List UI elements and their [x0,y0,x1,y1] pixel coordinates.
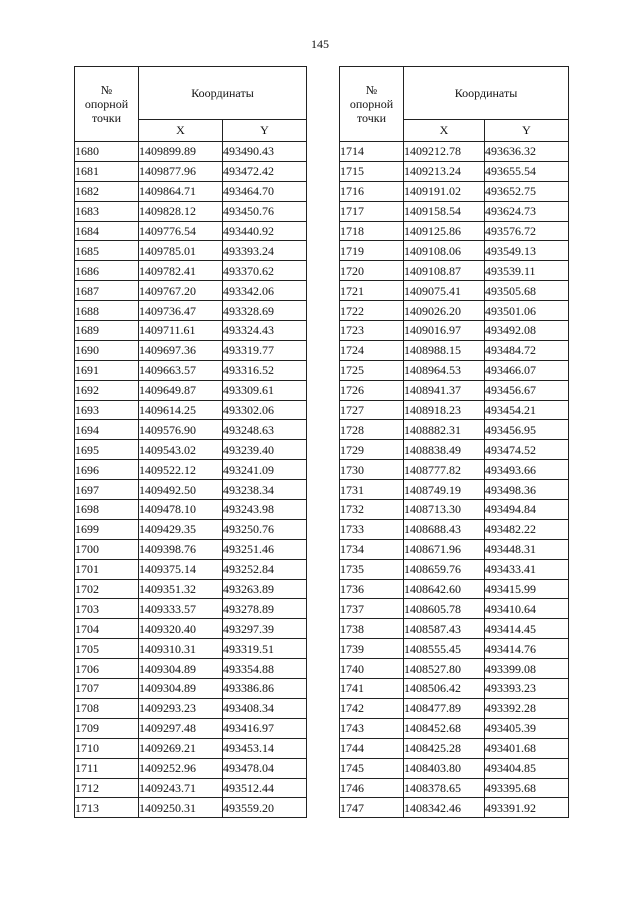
x-coordinate-cell: 1408425.28 [404,738,485,758]
point-number-cell: 1692 [75,380,139,400]
table-row [340,639,569,659]
x-coordinate-cell: 1408749.19 [404,480,485,500]
x-coordinate-cell: 1409297.48 [139,718,223,738]
table-row [75,718,307,738]
table-row [75,758,307,778]
table-row [75,142,307,162]
point-number-cell: 1690 [75,340,139,360]
point-number-cell: 1730 [340,460,404,480]
table-row [340,718,569,738]
y-coordinate-cell: 493472.42 [223,161,307,181]
y-coordinate-cell: 493415.99 [485,579,569,599]
x-coordinate-cell: 1409782.41 [139,261,223,281]
x-coordinate-cell: 1409108.06 [404,241,485,261]
point-number-cell: 1683 [75,201,139,221]
point-number-cell: 1744 [340,738,404,758]
point-number-cell: 1703 [75,599,139,619]
point-number-cell: 1684 [75,221,139,241]
x-coordinate-cell: 1409191.02 [404,181,485,201]
point-number-cell: 1741 [340,679,404,699]
table-row [75,400,307,420]
y-coordinate-cell: 493319.77 [223,340,307,360]
x-coordinate-cell: 1409026.20 [404,301,485,321]
y-coordinate-cell: 493512.44 [223,778,307,798]
point-number-cell: 1689 [75,321,139,341]
table-row [340,420,569,440]
point-number-cell: 1733 [340,519,404,539]
point-number-cell: 1746 [340,778,404,798]
x-coordinate-cell: 1409398.76 [139,539,223,559]
point-number-cell: 1686 [75,261,139,281]
table-row [340,301,569,321]
y-coordinate-cell: 493414.45 [485,619,569,639]
x-coordinate-cell: 1409785.01 [139,241,223,261]
y-coordinate-cell: 493652.75 [485,181,569,201]
point-number-cell: 1732 [340,500,404,520]
point-number-cell: 1698 [75,500,139,520]
table-row [340,500,569,520]
x-coordinate-cell: 1408555.45 [404,639,485,659]
y-coordinate-cell: 493456.67 [485,380,569,400]
point-number-cell: 1729 [340,440,404,460]
y-coordinate-cell: 493309.61 [223,380,307,400]
header-point-number: № опорной точки [340,67,404,142]
x-coordinate-cell: 1408452.68 [404,718,485,738]
table-row [340,221,569,241]
y-coordinate-cell: 493482.22 [485,519,569,539]
y-coordinate-cell: 493243.98 [223,500,307,520]
x-coordinate-cell: 1409269.21 [139,738,223,758]
y-coordinate-cell: 493238.34 [223,480,307,500]
table-row [340,261,569,281]
y-coordinate-cell: 493498.36 [485,480,569,500]
table-row [340,778,569,798]
point-number-cell: 1691 [75,360,139,380]
table-row [340,142,569,162]
table-body-right [340,142,569,818]
y-coordinate-cell: 493466.07 [485,360,569,380]
y-coordinate-cell: 493416.97 [223,718,307,738]
table-row [340,380,569,400]
y-coordinate-cell: 493414.76 [485,639,569,659]
point-number-cell: 1704 [75,619,139,639]
table-row [75,420,307,440]
y-coordinate-cell: 493391.92 [485,798,569,818]
table-row [340,798,569,818]
table-row [75,261,307,281]
x-coordinate-cell: 1409158.54 [404,201,485,221]
table-row [75,380,307,400]
header-y: Y [485,120,569,142]
header-x: X [139,120,223,142]
x-coordinate-cell: 1408605.78 [404,599,485,619]
x-coordinate-cell: 1408642.60 [404,579,485,599]
header-coordinates: Координаты [139,67,307,120]
x-coordinate-cell: 1409767.20 [139,281,223,301]
header-coordinates: Координаты [404,67,569,120]
y-coordinate-cell: 493549.13 [485,241,569,261]
x-coordinate-cell: 1409304.89 [139,659,223,679]
x-coordinate-cell: 1409016.97 [404,321,485,341]
point-number-cell: 1702 [75,579,139,599]
x-coordinate-cell: 1409522.12 [139,460,223,480]
point-number-cell: 1706 [75,659,139,679]
y-coordinate-cell: 493624.73 [485,201,569,221]
x-coordinate-cell: 1409736.47 [139,301,223,321]
table-row [75,181,307,201]
x-coordinate-cell: 1408477.89 [404,698,485,718]
table-row [75,241,307,261]
point-number-cell: 1707 [75,679,139,699]
x-coordinate-cell: 1408587.43 [404,619,485,639]
x-coordinate-cell: 1408659.76 [404,559,485,579]
x-coordinate-cell: 1408506.42 [404,679,485,699]
table-row [75,639,307,659]
y-coordinate-cell: 493410.64 [485,599,569,619]
point-number-cell: 1685 [75,241,139,261]
x-coordinate-cell: 1409243.71 [139,778,223,798]
point-number-cell: 1715 [340,161,404,181]
point-number-cell: 1714 [340,142,404,162]
x-coordinate-cell: 1409576.90 [139,420,223,440]
point-number-cell: 1682 [75,181,139,201]
point-number-cell: 1701 [75,559,139,579]
table-row [75,360,307,380]
x-coordinate-cell: 1409252.96 [139,758,223,778]
point-number-cell: 1740 [340,659,404,679]
table-row [340,460,569,480]
table-row [75,321,307,341]
x-coordinate-cell: 1409614.25 [139,400,223,420]
header-y: Y [223,120,307,142]
table-row [340,698,569,718]
x-coordinate-cell: 1409864.71 [139,181,223,201]
x-coordinate-cell: 1408838.49 [404,440,485,460]
point-number-cell: 1699 [75,519,139,539]
table-row [75,161,307,181]
y-coordinate-cell: 493248.63 [223,420,307,440]
y-coordinate-cell: 493342.06 [223,281,307,301]
table-row [75,539,307,559]
table-row [75,301,307,321]
table-row [75,281,307,301]
point-number-cell: 1737 [340,599,404,619]
y-coordinate-cell: 493399.08 [485,659,569,679]
point-number-cell: 1745 [340,758,404,778]
point-number-cell: 1705 [75,639,139,659]
y-coordinate-cell: 493316.52 [223,360,307,380]
x-coordinate-cell: 1409333.57 [139,599,223,619]
point-number-cell: 1695 [75,440,139,460]
y-coordinate-cell: 493492.08 [485,321,569,341]
table-row [340,480,569,500]
table-row [340,400,569,420]
point-number-cell: 1711 [75,758,139,778]
y-coordinate-cell: 493456.95 [485,420,569,440]
y-coordinate-cell: 493278.89 [223,599,307,619]
y-coordinate-cell: 493251.46 [223,539,307,559]
x-coordinate-cell: 1409663.57 [139,360,223,380]
y-coordinate-cell: 493505.68 [485,281,569,301]
y-coordinate-cell: 493453.14 [223,738,307,758]
point-number-cell: 1721 [340,281,404,301]
y-coordinate-cell: 493448.31 [485,539,569,559]
point-number-cell: 1739 [340,639,404,659]
x-coordinate-cell: 1409649.87 [139,380,223,400]
page-number: 145 [311,37,329,51]
y-coordinate-cell: 493490.43 [223,142,307,162]
table-row [75,698,307,718]
table-body-left [75,142,307,818]
point-number-cell: 1736 [340,579,404,599]
table-row [340,321,569,341]
y-coordinate-cell: 493395.68 [485,778,569,798]
y-coordinate-cell: 493328.69 [223,301,307,321]
point-number-cell: 1708 [75,698,139,718]
point-number-cell: 1697 [75,480,139,500]
point-number-cell: 1726 [340,380,404,400]
point-number-cell: 1738 [340,619,404,639]
y-coordinate-cell: 493324.43 [223,321,307,341]
table-row [340,559,569,579]
point-number-cell: 1680 [75,142,139,162]
x-coordinate-cell: 1409429.35 [139,519,223,539]
x-coordinate-cell: 1408688.43 [404,519,485,539]
x-coordinate-cell: 1408378.65 [404,778,485,798]
y-coordinate-cell: 493370.62 [223,261,307,281]
table-row [75,559,307,579]
x-coordinate-cell: 1409543.02 [139,440,223,460]
y-coordinate-cell: 493239.40 [223,440,307,460]
table-row [340,758,569,778]
y-coordinate-cell: 493440.92 [223,221,307,241]
table-row [75,340,307,360]
header-point-number: № опорной точки [75,67,139,142]
table-row [340,679,569,699]
y-coordinate-cell: 493392.28 [485,698,569,718]
y-coordinate-cell: 493501.06 [485,301,569,321]
x-coordinate-cell: 1408988.15 [404,340,485,360]
point-number-cell: 1728 [340,420,404,440]
point-number-cell: 1716 [340,181,404,201]
y-coordinate-cell: 493393.23 [485,679,569,699]
point-number-cell: 1724 [340,340,404,360]
table-row [340,161,569,181]
table-row [340,619,569,639]
table-row [75,659,307,679]
y-coordinate-cell: 493576.72 [485,221,569,241]
y-coordinate-cell: 493241.09 [223,460,307,480]
y-coordinate-cell: 493386.86 [223,679,307,699]
point-number-cell: 1709 [75,718,139,738]
x-coordinate-cell: 1409776.54 [139,221,223,241]
y-coordinate-cell: 493252.84 [223,559,307,579]
point-number-cell: 1743 [340,718,404,738]
x-coordinate-cell: 1409310.31 [139,639,223,659]
point-number-cell: 1700 [75,539,139,559]
table-row [75,519,307,539]
table-row [75,460,307,480]
x-coordinate-cell: 1408882.31 [404,420,485,440]
y-coordinate-cell: 493454.21 [485,400,569,420]
point-number-cell: 1734 [340,539,404,559]
y-coordinate-cell: 493297.39 [223,619,307,639]
table-row [340,241,569,261]
table-row [75,500,307,520]
y-coordinate-cell: 493474.52 [485,440,569,460]
x-coordinate-cell: 1409828.12 [139,201,223,221]
point-number-cell: 1747 [340,798,404,818]
x-coordinate-cell: 1408941.37 [404,380,485,400]
y-coordinate-cell: 493493.66 [485,460,569,480]
table-row [340,519,569,539]
x-coordinate-cell: 1409250.31 [139,798,223,818]
point-number-cell: 1731 [340,480,404,500]
x-coordinate-cell: 1409320.40 [139,619,223,639]
x-coordinate-cell: 1409478.10 [139,500,223,520]
table-row [340,340,569,360]
y-coordinate-cell: 493636.32 [485,142,569,162]
y-coordinate-cell: 493655.54 [485,161,569,181]
table-row [340,281,569,301]
table-row [340,201,569,221]
table-row [340,659,569,679]
y-coordinate-cell: 493354.88 [223,659,307,679]
x-coordinate-cell: 1408342.46 [404,798,485,818]
y-coordinate-cell: 493393.24 [223,241,307,261]
point-number-cell: 1719 [340,241,404,261]
x-coordinate-cell: 1409697.36 [139,340,223,360]
header-x: X [404,120,485,142]
y-coordinate-cell: 493404.85 [485,758,569,778]
table-row [340,440,569,460]
point-number-cell: 1720 [340,261,404,281]
point-number-cell: 1688 [75,301,139,321]
x-coordinate-cell: 1408713.30 [404,500,485,520]
point-number-cell: 1710 [75,738,139,758]
table-row [75,599,307,619]
table-row [340,738,569,758]
x-coordinate-cell: 1409125.86 [404,221,485,241]
table-row [340,360,569,380]
point-number-cell: 1722 [340,301,404,321]
table-row [340,579,569,599]
y-coordinate-cell: 493539.11 [485,261,569,281]
y-coordinate-cell: 493494.84 [485,500,569,520]
y-coordinate-cell: 493478.04 [223,758,307,778]
table-row [340,181,569,201]
x-coordinate-cell: 1409108.87 [404,261,485,281]
y-coordinate-cell: 493302.06 [223,400,307,420]
point-number-cell: 1713 [75,798,139,818]
point-number-cell: 1693 [75,400,139,420]
point-number-cell: 1735 [340,559,404,579]
point-number-cell: 1725 [340,360,404,380]
table-row [75,480,307,500]
x-coordinate-cell: 1408964.53 [404,360,485,380]
x-coordinate-cell: 1409711.61 [139,321,223,341]
x-coordinate-cell: 1408777.82 [404,460,485,480]
point-number-cell: 1681 [75,161,139,181]
y-coordinate-cell: 493401.68 [485,738,569,758]
y-coordinate-cell: 493464.70 [223,181,307,201]
x-coordinate-cell: 1409351.32 [139,579,223,599]
x-coordinate-cell: 1409212.78 [404,142,485,162]
y-coordinate-cell: 493405.39 [485,718,569,738]
table-row [75,778,307,798]
x-coordinate-cell: 1408671.96 [404,539,485,559]
table-row [75,579,307,599]
x-coordinate-cell: 1408527.80 [404,659,485,679]
y-coordinate-cell: 493408.34 [223,698,307,718]
point-number-cell: 1718 [340,221,404,241]
x-coordinate-cell: 1409492.50 [139,480,223,500]
point-number-cell: 1712 [75,778,139,798]
x-coordinate-cell: 1409075.41 [404,281,485,301]
point-number-cell: 1723 [340,321,404,341]
x-coordinate-cell: 1409899.89 [139,142,223,162]
x-coordinate-cell: 1409293.23 [139,698,223,718]
table-row [340,599,569,619]
y-coordinate-cell: 493450.76 [223,201,307,221]
table-row [75,798,307,818]
table-row [75,440,307,460]
x-coordinate-cell: 1408403.80 [404,758,485,778]
x-coordinate-cell: 1408918.23 [404,400,485,420]
point-number-cell: 1696 [75,460,139,480]
table-row [75,738,307,758]
x-coordinate-cell: 1409877.96 [139,161,223,181]
table-row [75,679,307,699]
x-coordinate-cell: 1409375.14 [139,559,223,579]
point-number-cell: 1717 [340,201,404,221]
x-coordinate-cell: 1409213.24 [404,161,485,181]
table-row [75,201,307,221]
y-coordinate-cell: 493559.20 [223,798,307,818]
point-number-cell: 1727 [340,400,404,420]
table-row [340,539,569,559]
table-row [75,619,307,639]
y-coordinate-cell: 493263.89 [223,579,307,599]
point-number-cell: 1694 [75,420,139,440]
coordinates-table-left [74,66,307,818]
table-row [75,221,307,241]
point-number-cell: 1687 [75,281,139,301]
y-coordinate-cell: 493484.72 [485,340,569,360]
y-coordinate-cell: 493319.51 [223,639,307,659]
x-coordinate-cell: 1409304.89 [139,679,223,699]
coordinates-table-right [339,66,569,818]
point-number-cell: 1742 [340,698,404,718]
y-coordinate-cell: 493250.76 [223,519,307,539]
y-coordinate-cell: 493433.41 [485,559,569,579]
